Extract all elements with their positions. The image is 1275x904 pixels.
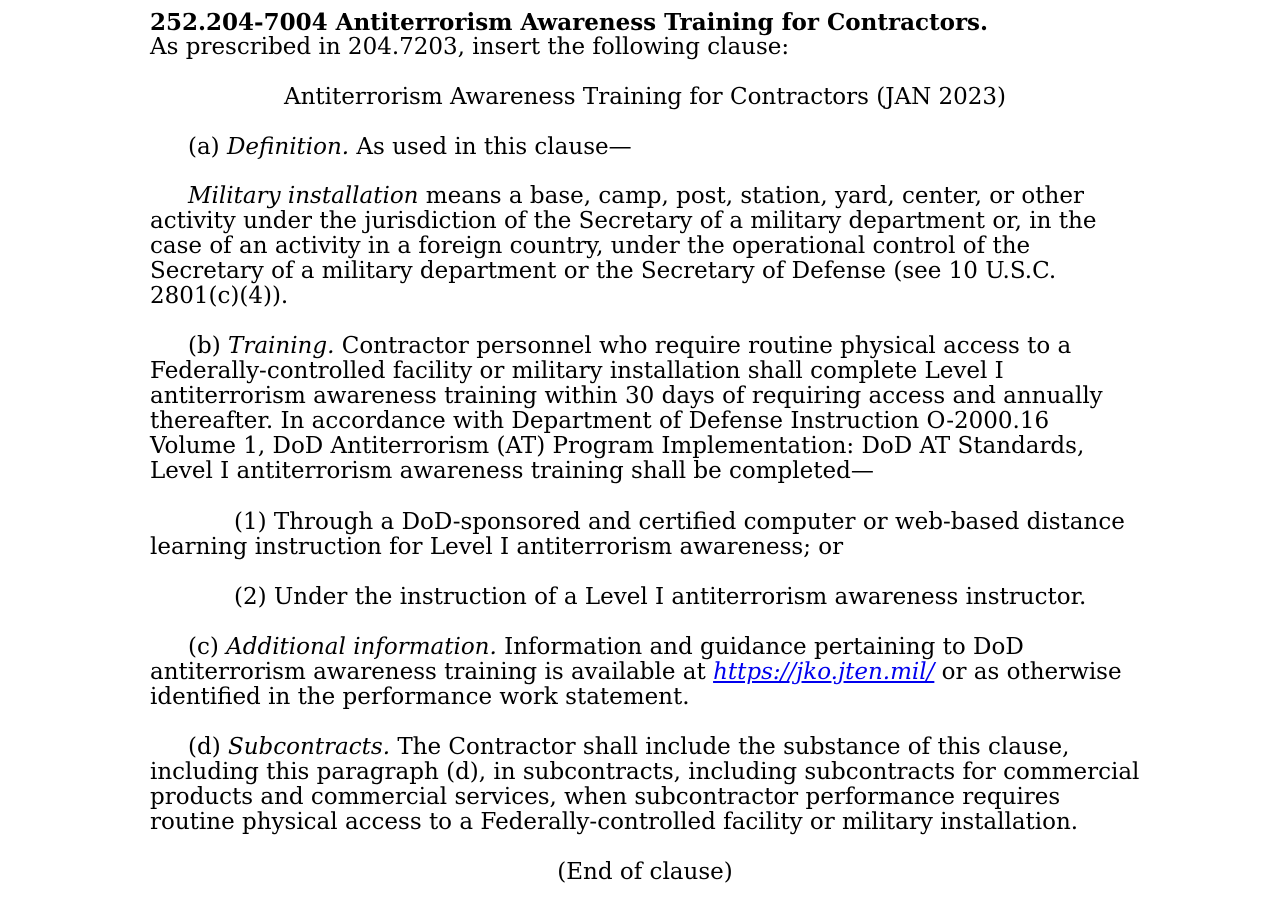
paragraph-d-prefix: (d) (188, 734, 228, 760)
end-of-clause: (End of clause) (557, 859, 733, 885)
paragraph-a-prefix: (a) (188, 134, 227, 160)
paragraph-b-heading: Training. (227, 333, 335, 359)
paragraph-c-text-before: Information and guidance pertaining to DoD antiterrorism awareness training is available at (150, 634, 1024, 685)
clause-title: Antiterrorism Awareness Training for Contractors (JAN 2023) (283, 84, 1007, 110)
paragraph-c-heading: Additional information. (226, 634, 497, 660)
paragraph-b (150, 334, 1140, 484)
paragraph-c-prefix: (c) (188, 634, 227, 660)
section-heading: 252.204-7004 Antiterrorism Awareness Training for Contractors. (150, 9, 989, 36)
paragraph-d (150, 735, 1140, 835)
paragraph-c (150, 635, 1140, 710)
paragraph-a-heading: Definition. (226, 134, 350, 160)
paragraph-c-text-after: or as otherwise identified in the performance work statement. (150, 659, 1122, 710)
document-page (150, 10, 1140, 885)
paragraph-a-text: As used in this clause— (349, 134, 632, 160)
paragraph-d-text: The Contractor shall include the substance of this clause, including this paragraph (d), in subcontracts, including subcontracts for commercial products and commercial services, when subcontractor performance requires routine physical access to a Federally-controlled facility or military installation. (150, 734, 1140, 835)
paragraph-d-heading: Subcontracts. (227, 734, 391, 760)
paragraph-b-item-1: (1) Through a DoD-sponsored and certified computer or web-based distance learning instruction for Level I antiterrorism awareness; or (150, 509, 1125, 560)
paragraph-b-item-2: (2) Under the instruction of a Level I antiterrorism awareness instructor. (234, 584, 1087, 610)
jko-link[interactable]: https://jko.jten.mil/ (713, 659, 935, 685)
definition-military-installation (150, 184, 1140, 309)
paragraph-a (150, 135, 1140, 160)
prescription-text: As prescribed in 204.7203, insert the following clause: (150, 34, 790, 60)
definition-term: Military installation (188, 183, 419, 209)
paragraph-b-prefix: (b) (188, 333, 228, 359)
paragraph-b-text: Contractor personnel who require routine physical access to a Federally-controlled facility or military installation shall complete Level I antiterrorism awareness training within 30 days of requiring access and annually thereafter. In accordance with Department of Defense Instruction O-2000.16 Volume 1, DoD Antiterrorism (AT) Program Implementation: DoD AT Standards, Level I antiterrorism awareness training shall be completed— (150, 333, 1103, 484)
definition-text: means a base, camp, post, station, yard, center, or other activity under the jurisdiction of the Secretary of a military department or, in the case of an activity in a foreign country, under the operational control of the Secretary of a military department or the Secretary of Defense (see 10 U.S.C. 2801(c)(4)). (150, 183, 1097, 309)
